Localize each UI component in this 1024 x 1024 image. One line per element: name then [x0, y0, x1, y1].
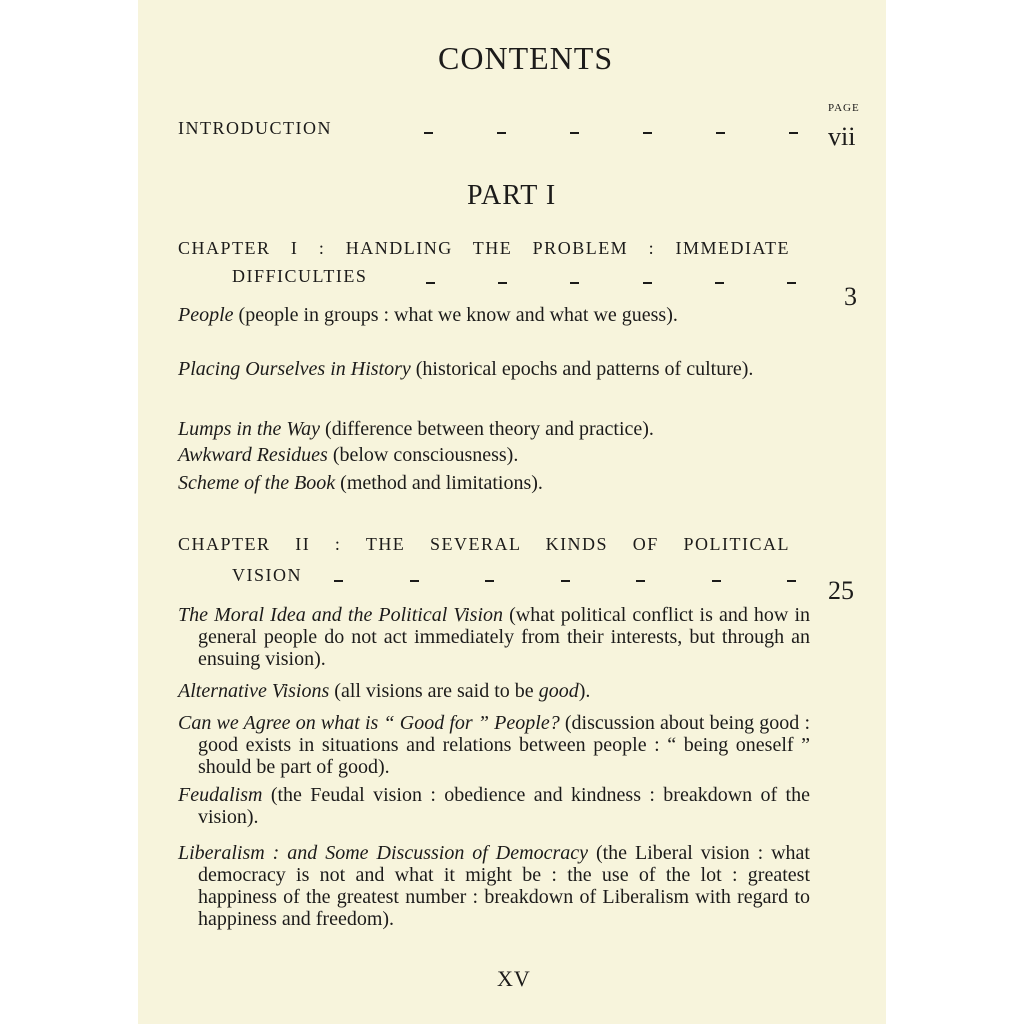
chapter-2-entry: The Moral Idea and the Political Vision (what political conflict is and how in general people do not act immediately from their interests, but through an ensuing vision).	[178, 604, 811, 670]
introduction-label: INTRODUCTION	[178, 118, 332, 138]
page-folio: XV	[497, 966, 531, 991]
chapter-1-entry: Awkward Residues (below consciousness).	[178, 444, 519, 466]
chapter-2-entry: Liberalism : and Some Discussion of Democracy (the Liberal vision : what democracy is not and what it might be : the use of the lot : greatest happiness of the greatest number : breakdown of Liberalism with regard to happiness and freedom).	[178, 842, 810, 930]
chapter-1-title: CHAPTER I : HANDLING THE PROBLEM : IMMEDIATE	[178, 238, 790, 258]
chapter-2-leader	[334, 580, 796, 582]
part-title: PART I	[467, 180, 557, 211]
chapter-1-entry: People (people in groups : what we know and what we guess).	[178, 304, 678, 326]
introduction-leader	[424, 132, 798, 134]
chapter-1-entry: Scheme of the Book (method and limitations).	[178, 472, 543, 494]
chapter-1-page-number: 3	[844, 282, 857, 311]
chapter-2-entry: Can we Agree on what is “ Good for ” People? (discussion about being good : good exists in situations and relations between people : “ being oneself ” should be part of good).	[178, 712, 810, 778]
chapter-1-title-continued: DIFFICULTIES	[232, 266, 368, 286]
chapter-2-title: CHAPTER II : THE SEVERAL KINDS OF POLITICAL	[178, 534, 790, 554]
chapter-2-entry: Feudalism (the Feudal vision : obedience and kindness : breakdown of the vision).	[178, 784, 810, 828]
chapter-2-entry: Alternative Visions (all visions are said to be good).	[178, 680, 591, 702]
chapter-2-page-number: 25	[828, 576, 854, 605]
chapter-1-entry: Placing Ourselves in History (historical epochs and patterns of culture).	[178, 358, 754, 380]
chapter-1-leader	[426, 282, 796, 284]
page-column-label: PAGE	[828, 102, 860, 114]
chapter-2-title-continued: VISION	[232, 565, 302, 585]
chapter-1-entry: Lumps in the Way (difference between theory and practice).	[178, 418, 654, 440]
introduction-page-number: vii	[828, 122, 856, 151]
contents-heading: CONTENTS	[438, 40, 614, 76]
